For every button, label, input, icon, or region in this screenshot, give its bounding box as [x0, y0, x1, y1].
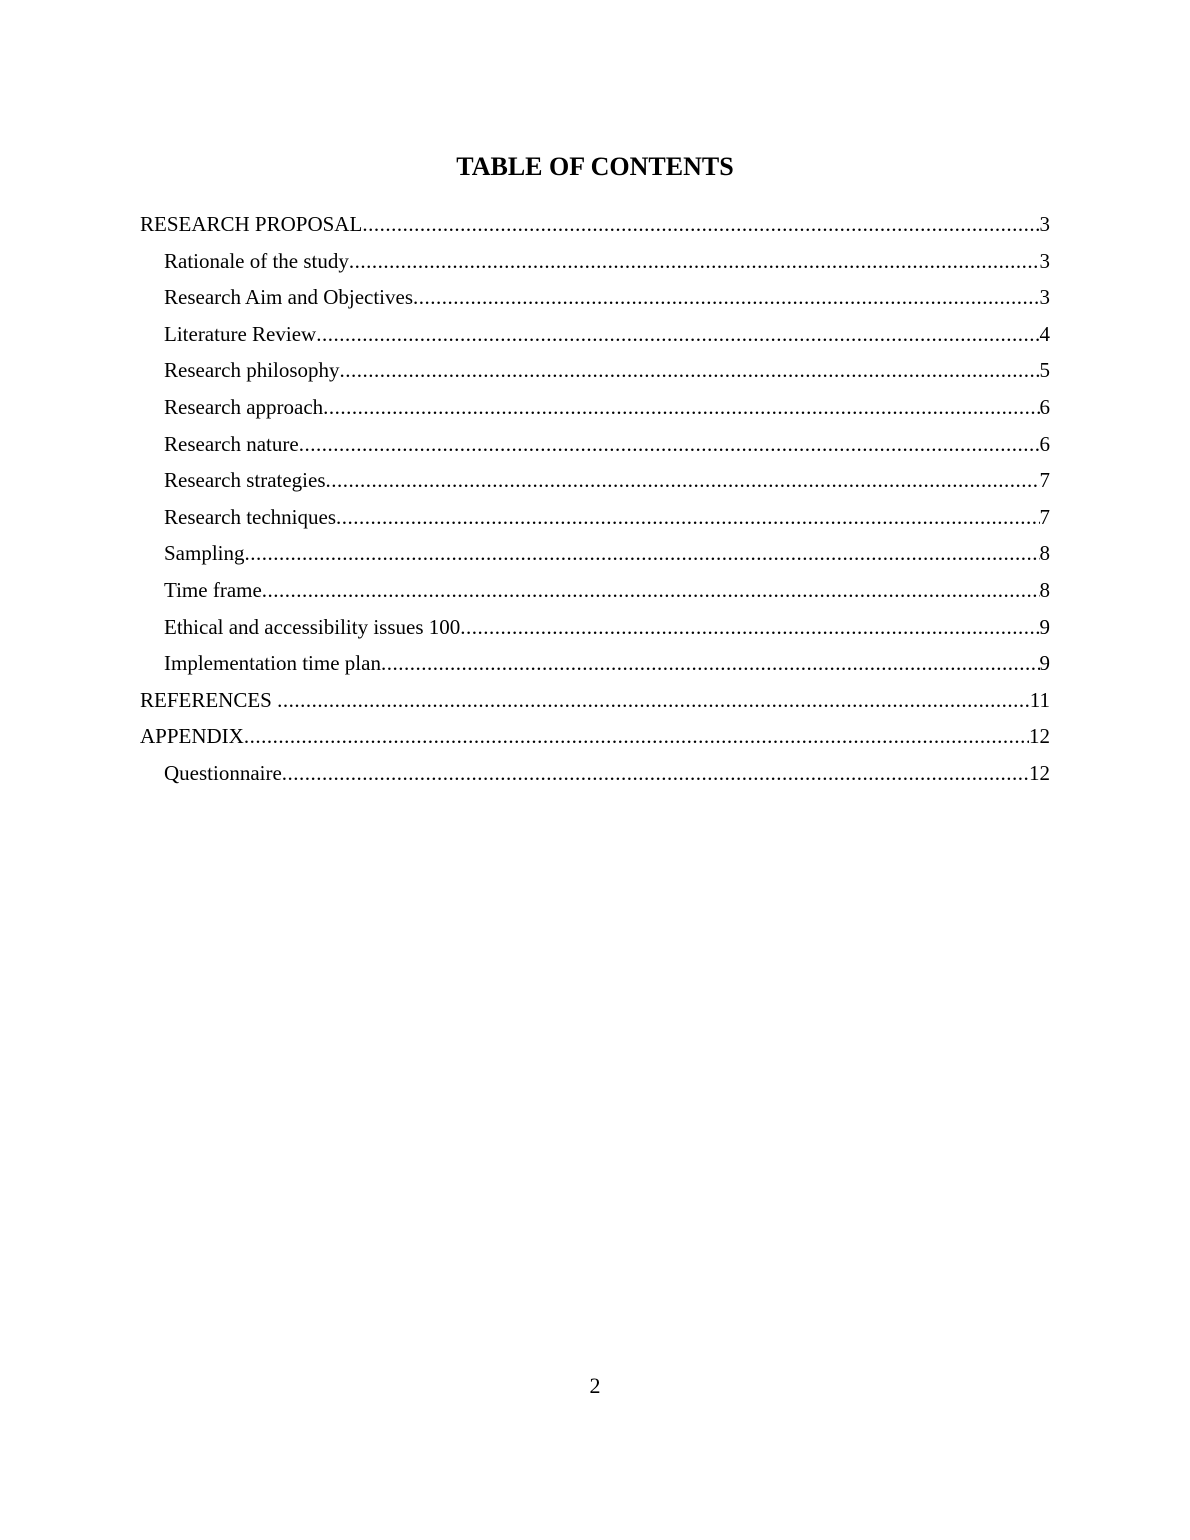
dot-leader	[362, 206, 1039, 243]
toc-entry-page: 7	[1039, 504, 1050, 529]
toc-entry-page: 6	[1039, 431, 1050, 456]
dot-leader	[282, 755, 1029, 792]
toc-entry-page: 5	[1039, 358, 1050, 383]
dot-leader	[277, 682, 1030, 719]
toc-entry-aim-objectives[interactable]	[140, 279, 1050, 316]
toc-entry-label: Ethical and accessibility issues 100	[164, 614, 461, 639]
table-of-contents	[140, 206, 1050, 792]
toc-entry-label: APPENDIX	[140, 724, 244, 749]
toc-entry-label: Research Aim and Objectives	[164, 285, 414, 310]
dot-leader	[316, 316, 1039, 353]
toc-entry-page: 12	[1029, 724, 1050, 749]
toc-entry-time-frame[interactable]	[140, 572, 1050, 609]
toc-entry-appendix[interactable]	[140, 718, 1050, 755]
toc-entry-label: Research approach	[164, 394, 324, 419]
toc-entry-page: 9	[1039, 651, 1050, 676]
dot-leader	[381, 645, 1040, 682]
toc-entry-label: Research nature	[164, 431, 299, 456]
toc-entry-page: 6	[1039, 394, 1050, 419]
toc-entry-implementation-plan[interactable]	[140, 645, 1050, 682]
toc-entry-research-techniques[interactable]	[140, 499, 1050, 536]
toc-entry-page: 11	[1029, 687, 1050, 712]
dot-leader	[340, 352, 1040, 389]
dot-leader	[413, 279, 1039, 316]
toc-entry-questionnaire[interactable]	[140, 755, 1050, 792]
toc-entry-label: Implementation time plan	[164, 651, 381, 676]
toc-entry-label: RESEARCH PROPOSAL	[140, 212, 363, 236]
toc-entry-page: 7	[1039, 468, 1050, 493]
toc-entry-research-philosophy[interactable]	[140, 352, 1050, 389]
toc-entry-references[interactable]	[140, 682, 1050, 719]
toc-entry-label: Time frame	[164, 577, 262, 602]
toc-entry-page: 8	[1039, 541, 1050, 566]
dot-leader	[323, 389, 1039, 426]
toc-entry-page: 12	[1029, 760, 1050, 785]
toc-entry-page: 3	[1039, 248, 1050, 273]
toc-entry-page: 3	[1039, 285, 1050, 310]
toc-entry-page: 3	[1039, 212, 1050, 236]
page-number: 2	[589, 1373, 601, 1398]
toc-entry-label: REFERENCES	[140, 687, 278, 712]
toc-entry-sampling[interactable]	[140, 535, 1050, 572]
toc-entry-research-nature[interactable]	[140, 426, 1050, 463]
dot-leader	[326, 462, 1040, 499]
toc-entry-page: 9	[1039, 614, 1050, 639]
toc-entry-label: Research strategies	[164, 468, 326, 493]
toc-entry-ethical-issues[interactable]	[140, 609, 1050, 646]
toc-entry-label: Research philosophy	[164, 358, 340, 383]
toc-entry-label: Rationale of the study	[164, 248, 349, 273]
toc-entry-rationale[interactable]	[140, 243, 1050, 280]
dot-leader	[299, 426, 1040, 463]
dot-leader	[349, 243, 1040, 280]
toc-entry-label: Literature Review	[164, 321, 317, 346]
toc-entry-label: Sampling	[164, 541, 245, 566]
toc-entry-page: 4	[1039, 321, 1050, 346]
toc-entry-label: Research techniques	[164, 504, 337, 529]
dot-leader	[245, 535, 1040, 572]
toc-entry-page: 8	[1039, 577, 1050, 602]
dot-leader	[244, 718, 1029, 755]
dot-leader	[262, 572, 1040, 609]
toc-entry-research-proposal[interactable]	[140, 206, 1050, 243]
dot-leader	[336, 499, 1039, 536]
page-title: TABLE OF CONTENTS	[456, 152, 734, 181]
dot-leader	[460, 609, 1039, 646]
toc-entry-literature-review[interactable]	[140, 316, 1050, 353]
toc-entry-research-approach[interactable]	[140, 389, 1050, 426]
toc-entry-label: Questionnaire	[164, 760, 282, 785]
toc-entry-research-strategies[interactable]	[140, 462, 1050, 499]
